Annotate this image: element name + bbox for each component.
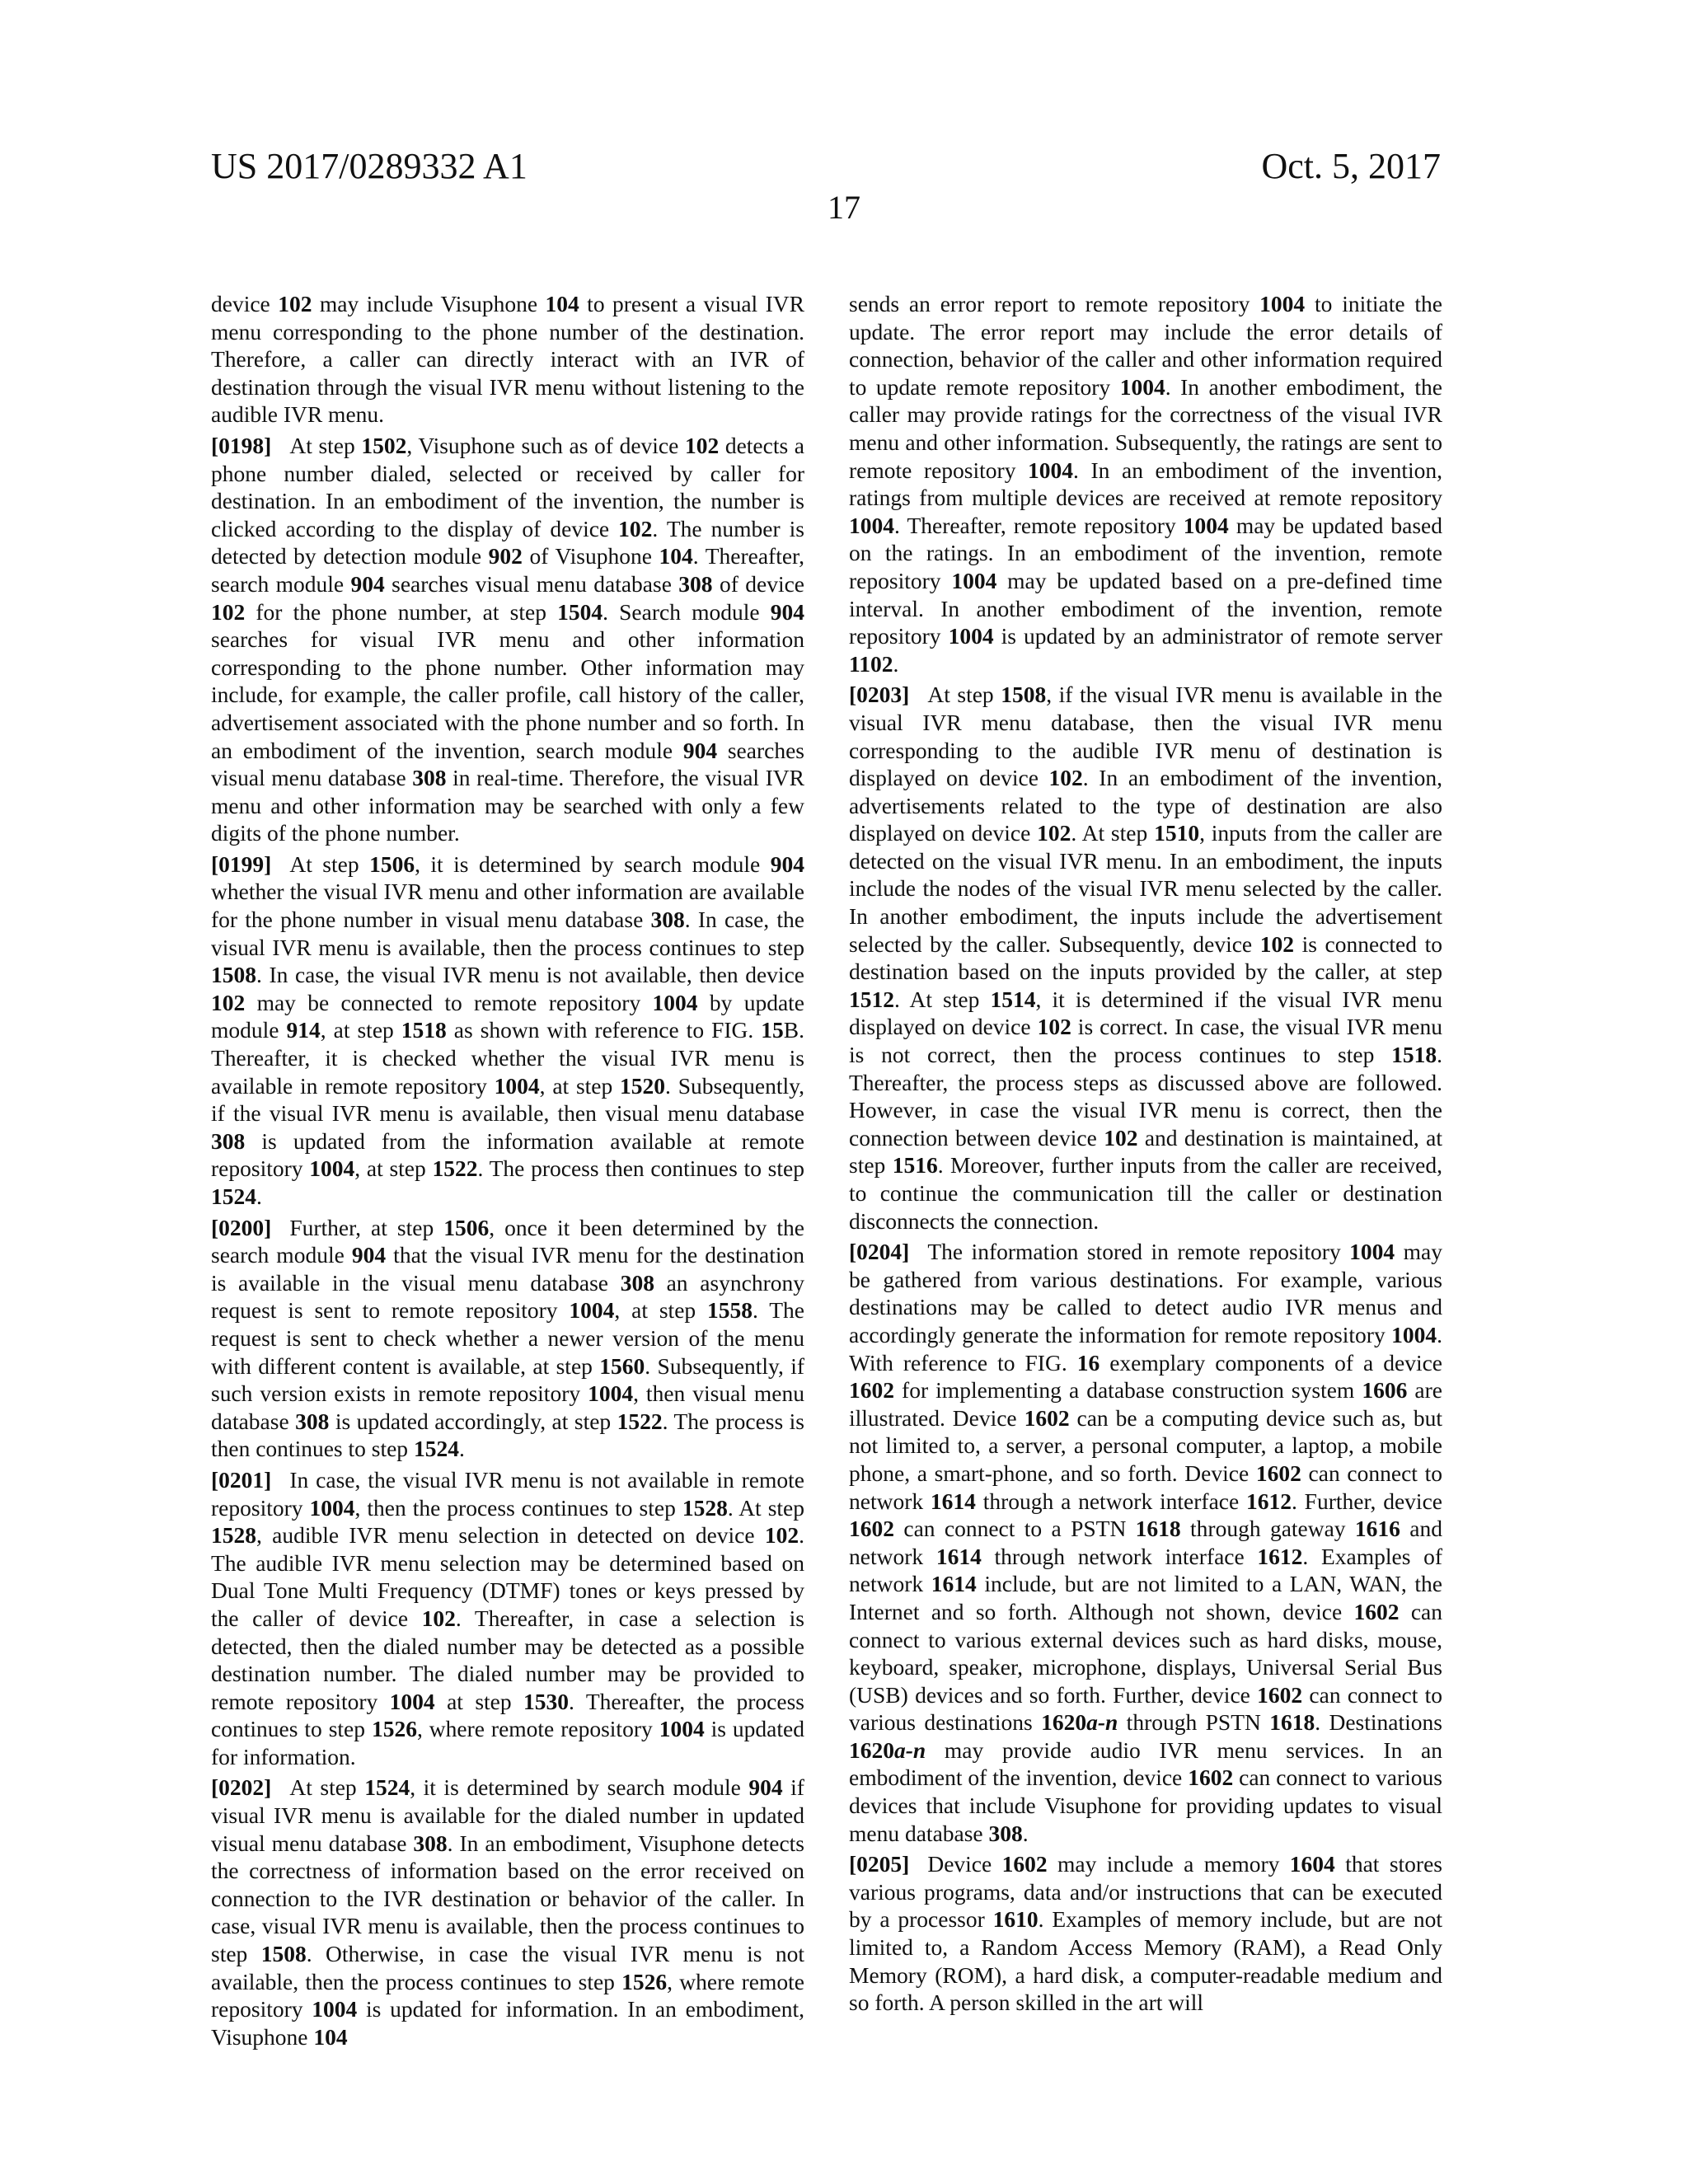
paragraph-0203 [849,681,1442,1235]
paragraph-number: [0202] [211,1774,272,1801]
paragraph-text: Further, at step 1506, once it been determined by the search module 904 that the visual IVR menu for the destination is available in the visual menu database 308 an asynchrony request is sent to remote repository 1004, at step 1558. The request is sent to check whether a newer version of the menu with different content is available, at step 1560. Subsequently, if such version exists in remote repository 1004, then visual menu database 308 is updated accordingly, at step 1522. The process is then continues to step 1524. [211,1214,805,1462]
paragraph-number: [0205] [849,1851,910,1877]
publication-number: US 2017/0289332 A1 [211,146,528,186]
paragraph-0202 [211,1774,804,2050]
paragraph-number: [0201] [211,1466,272,1493]
paragraph-number: [0204] [849,1239,910,1265]
page-number: 17 [828,189,860,226]
paragraph-0201 [211,1466,804,1771]
paragraph-text: At step 1506, it is determined by search module 904 whether the visual IVR menu and other information are available for the phone number in visual menu database 308. In case, the visual IVR menu is available, then the process continues to step 1508. In case, the visual IVR menu is not available, then device 102 may be connected to remote repository 1004 by update module 914, at step 1518 as shown with reference to FIG. 15B. Thereafter, it is checked whether the visual IVR menu is available in remote repository 1004, at step 1520. Subsequently, if the visual IVR menu is available, then visual menu database 308 is updated from the information available at remote repository 1004, at step 1522. The process then continues to step 1524. [211,851,804,1209]
paragraph-number: [0199] [211,851,272,877]
paragraph-text: device 102 may include Visuphone 104 to present a visual IVR menu corresponding to the phone number of the destination. Therefore, a caller can directly interact with an IVR of destination through the visual IVR menu without listening to the audible IVR menu. [211,291,804,428]
publication-date: Oct. 5, 2017 [1261,146,1441,186]
paragraph-text: At step 1502, Visuphone such as of device 102 detects a phone number dialed, selected or received by caller for destination. In an embodiment of the invention, the number is clicked according to the display of device 102. The number is detected by detection module 902 of Visuphone 104. Thereafter, search module 904 searches visual menu database 308 of device 102 for the phone number, at step 1504. Search module 904 searches for visual IVR menu and other information corresponding to the phone number. Other information may include, for example, the caller profile, call history of the caller, advertisement associated with the phone number and so forth. In an embodiment of the invention, search module 904 searches visual menu database 308 in real-time. Therefore, the visual IVR menu and other information may be searched with only a few digits of the phone number. [211,432,805,846]
paragraph-continuation [849,290,1442,677]
right-column [849,290,1442,2020]
left-column [211,290,804,2054]
paragraph-number: [0200] [211,1214,272,1240]
paragraph-0205 [849,1850,1442,2017]
paragraph-text: sends an error report to remote repository 1004 to initiate the update. The error report may include the error details of connection, behavior of the caller and other information required to update remote repository 1004. In another embodiment, the caller may provide ratings for the correctness of the visual IVR menu and other information. Subsequently, the ratings are sent to remote repository 1004. In an embodiment of the invention, ratings from multiple devices are received at remote repository 1004. Thereafter, remote repository 1004 may be updated based on the ratings. In an embodiment of the invention, remote repository 1004 may be updated based on a pre-defined time interval. In another embodiment of the invention, remote repository 1004 is updated by an administrator of remote server 1102. [849,291,1443,677]
paragraph-text: In case, the visual IVR menu is not available in remote repository 1004, then the process continues to step 1528. At step 1528, audible IVR menu selection in detected on device 102. The audible IVR menu selection may be determined based on Dual Tone Multi Frequency (DTMF) tones or keys pressed by the caller of device 102. Thereafter, in case a selection is detected, then the dialed number may be detected as a possible destination number. The dialed number may be provided to remote repository 1004 at step 1530. Thereafter, the process continues to step 1526, where remote repository 1004 is updated for information. [211,1466,804,1769]
paragraph-text: The information stored in remote repository 1004 may be gathered from various destinations. For example, various destinations may be called to detect audio IVR menus and accordingly generate the information for remote repository 1004. With reference to FIG. 16 exemplary components of a device 1602 for implementing a database construction system 1606 are illustrated. Device 1602 can be a computing device such as, but not limited to, a server, a personal computer, a laptop, a mobile phone, a smart-phone, and so forth. Device 1602 can connect to network 1614 through a network interface 1612. Further, device 1602 can connect to a PSTN 1618 through gateway 1616 and network 1614 through network interface 1612. Examples of network 1614 include, but are not limited to a LAN, WAN, the Internet and so forth. Although not shown, device 1602 can connect to various external devices such as hard disks, mouse, keyboard, speaker, microphone, displays, Universal Serial Bus (USB) devices and so forth. Further, device 1602 can connect to various destinations 1620a-n through PSTN 1618. Destinations 1620a-n may provide audio IVR menu services. In an embodiment of the invention, device 1602 can connect to various devices that include Visuphone for providing updates to visual menu database 308. [849,1239,1443,1846]
paragraph-number: [0203] [849,682,910,708]
paragraph-text: At step 1524, it is determined by search module 904 if visual IVR menu is available for the dialed number in updated visual menu database 308. In an embodiment, Visuphone detects the correctness of information based on the error received on connection to the IVR destination or behavior of the caller. In case, visual IVR menu is available, then the process continues to step 1508. Otherwise, in case the visual IVR menu is not available, then the process continues to step 1526, where remote repository 1004 is updated for information. In an embodiment, Visuphone 104 [211,1774,805,2050]
paragraph-0204 [849,1238,1442,1847]
paragraph-continuation [211,290,804,429]
paragraph-0199 [211,851,804,1211]
paragraph-text: Device 1602 may include a memory 1604 that stores various programs, data and/or instructions that can be executed by a processor 1610. Examples of memory include, but are not limited to, a Random Access Memory (RAM), a Read Only Memory (ROM), a hard disk, a computer-readable medium and so forth. A person skilled in the art will [849,1851,1442,2016]
paragraph-number: [0198] [211,432,272,458]
paragraph-text: At step 1508, if the visual IVR menu is available in the visual IVR menu database, then the visual IVR menu corresponding to the audible IVR menu of destination is displayed on device 102. In an embodiment of the invention, advertisements related to the type of destination are also displayed on device 102. At step 1510, inputs from the caller are detected on the visual IVR menu. In an embodiment, the inputs include the nodes of the visual IVR menu selected by the caller. In another embodiment, the inputs include the advertisement selected by the caller. Subsequently, device 102 is connected to destination based on the inputs provided by the caller, at step 1512. At step 1514, it is determined if the visual IVR menu displayed on device 102 is correct. In case, the visual IVR menu is not correct, then the process continues to step 1518. Thereafter, the process steps as discussed above are followed. However, in case the visual IVR menu is correct, then the connection between device 102 and destination is maintained, at step 1516. Moreover, further inputs from the caller are received, to continue the communication till the caller or destination disconnects the connection. [849,682,1443,1234]
paragraph-0198 [211,432,804,847]
paragraph-0200 [211,1214,804,1463]
